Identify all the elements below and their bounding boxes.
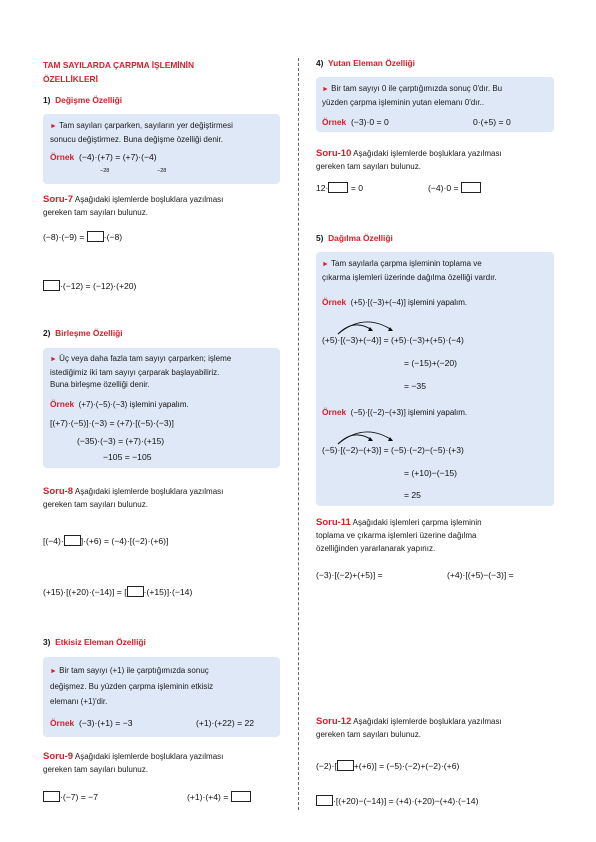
heading-line-1: TAM SAYILARDA ÇARPMA İŞLEMİNİN [43, 60, 195, 70]
math-part: 12· [316, 183, 329, 193]
text-line: değişmez. Bu yüzden çarpma işleminin etkisiz [50, 682, 214, 691]
example-label: Örnek [50, 718, 75, 728]
example-step-2: = (+10)−(−15) [404, 468, 458, 478]
triangle-bullet-icon: ► [322, 261, 329, 268]
triangle-bullet-icon: ► [50, 668, 57, 675]
example-step-2: = (−15)+(−20) [404, 358, 458, 368]
math-part: +(+6)] = (−5)·(−2)+(−2)·(+6) [353, 761, 460, 771]
example-2 [50, 399, 189, 409]
question-10 [316, 147, 502, 173]
example-label: Örnek [50, 152, 75, 162]
answer-blank[interactable] [43, 791, 60, 802]
q10-line-1 [316, 182, 363, 193]
example-expr: (−4)·(+7) = (+7)·(−4) [79, 152, 157, 162]
example-5a [322, 297, 467, 307]
question-label: Soru-10 [316, 148, 352, 159]
example-label: Örnek [322, 297, 347, 307]
question-text: Aşağıdaki işlemlerde boşluklara yazılması [74, 752, 224, 761]
example-step-2: (−35)·(−3) = (+7)·(+15) [77, 436, 165, 446]
section-number: 3) [43, 637, 51, 647]
question-label: Soru-11 [316, 517, 351, 528]
example-step-3: −105 = −105 [103, 452, 152, 462]
example-expr: (−3)·(+1) = −3 [79, 718, 133, 728]
math-part: (−8)·(−9) = [43, 232, 85, 242]
question-text: gereken tam sayıları bulunuz. [43, 500, 148, 509]
example-step-1: (−5)·[(−2)−(+3)] = (−5)·(−2)−(−5)·(+3) [322, 445, 464, 455]
math-part: ·(−12) = (−12)·(+20) [60, 281, 137, 291]
question-text: toplama ve çıkarma işlemleri üzerine dağılma [316, 531, 477, 540]
question-11 [316, 516, 482, 555]
math-part: ·(−7) = −7 [60, 792, 98, 802]
question-text: Aşağıdaki işlemlerde boşluklara yazılması [74, 487, 224, 496]
text-line: Buna birleşme özelliği denir. [50, 380, 150, 389]
math-part: (−4)·0 = [428, 183, 459, 193]
heading-line-2: ÖZELLİKLERİ [43, 74, 98, 84]
triangle-bullet-icon: ► [50, 356, 57, 363]
example-step-1: (+5)·[(−3)+(−4)] = (+5)·(−3)+(+5)·(−4) [322, 335, 464, 345]
example-expr: (−3)·0 = 0 [351, 117, 389, 127]
q10-line-2 [428, 182, 481, 193]
text-line: Bir tam sayıyı 0 ile çarptığımızda sonuç 0'dır. Bu [331, 84, 503, 93]
example-step-3: = 25 [404, 490, 421, 500]
answer-blank[interactable] [231, 791, 251, 802]
answer-blank[interactable] [64, 535, 81, 546]
question-text: Aşağıdaki işlemlerde boşluklara yazılması [353, 717, 502, 726]
question-12 [316, 715, 502, 741]
q8-line-1 [43, 535, 168, 546]
text-line: Bir tam sayıyı (+1) ile çarptığımızda sonuç [59, 666, 209, 675]
text-line: Tam sayıları çarparken, sayıların yer değiştirmesi [59, 121, 233, 130]
example-label: Örnek [50, 399, 75, 409]
text-line: istediğimiz iki tam sayıyı çarparak başlayabiliriz. [50, 367, 220, 377]
answer-blank[interactable] [337, 760, 354, 771]
q9-line-1 [43, 791, 98, 802]
math-part: ·[(+20)−(−14)] = (+4)·(+20)−(+4)·(−14) [333, 796, 479, 806]
question-label: Soru-8 [43, 486, 74, 497]
question-text: Aşağıdaki işlemlerde boşluklara yazılması [353, 149, 502, 158]
underbrace-value: −28 [100, 168, 110, 174]
info-text [50, 353, 231, 392]
text-line: çıkarma işlemleri üzerinde dağılma özelliği vardır. [322, 272, 497, 282]
math-part: ]·(+6) = (−4)·[(−2)·(+6)] [80, 536, 169, 546]
example-step-1: [(+7)·(−5)]·(−3) = (+7)·[(−5)·(−3)] [50, 418, 174, 428]
text-line: sonucu değiştirmez. Buna değişme özelliği denir. [50, 134, 223, 144]
question-label: Soru-9 [43, 751, 74, 762]
question-label: Soru-12 [316, 716, 352, 727]
text-line: Üç veya daha fazla tam sayıyı çarparken; işleme [59, 354, 232, 363]
q9-line-2 [187, 791, 251, 802]
example-4a [322, 117, 389, 127]
example-step-3: = −35 [404, 381, 426, 391]
example-3b: (+1)·(+22) = 22 [196, 718, 255, 728]
q11-line-1: (−3)·[(−2)+(+5)] = [316, 570, 383, 580]
section-title: Değişme Özelliği [55, 95, 123, 105]
text-line: yüzden çarpma işleminin yutan elemanı 0'dır.. [322, 97, 485, 107]
math-part: ·(−8) [103, 232, 123, 242]
q7-line-2 [43, 280, 136, 291]
section-1-title [43, 95, 122, 105]
answer-blank[interactable] [43, 280, 60, 291]
example-expr: (−5)·[(−2)−(+3)] işlemini yapalım. [350, 408, 468, 417]
q12-line-1 [316, 760, 459, 771]
example-5b [322, 407, 467, 417]
page-heading [43, 58, 194, 86]
q7-line-1 [43, 231, 122, 242]
text-line: Tam sayılarla çarpma işleminin toplama ve [331, 259, 482, 268]
info-text [50, 663, 213, 709]
question-text: gereken tam sayıları bulunuz. [43, 208, 148, 217]
question-8 [43, 485, 223, 511]
example-3a [50, 718, 133, 728]
text-line: elemanı (+1)'dir. [50, 697, 108, 706]
section-number: 2) [43, 328, 51, 338]
info-text [50, 120, 233, 146]
question-text: özelliğinden yararlanarak yapınız. [316, 544, 436, 553]
section-3-title [43, 637, 146, 647]
triangle-bullet-icon: ► [50, 123, 57, 130]
example-4b: 0·(+5) = 0 [473, 117, 511, 127]
example-expr: (+7)·(−5)·(−3) işlemini yapalım. [78, 400, 189, 409]
question-text: Aşağıdaki işlemleri çarpma işleminin [352, 518, 482, 527]
section-number: 4) [316, 58, 324, 68]
example-label: Örnek [322, 117, 347, 127]
answer-blank[interactable] [316, 795, 333, 806]
example-expr: (+5)·[(−3)+(−4)] işlemini yapalım. [350, 298, 468, 307]
section-5-title [316, 233, 393, 243]
section-2-title [43, 328, 123, 338]
section-title: Dağılma Özelliği [328, 233, 393, 243]
math-part: [(−4)· [43, 536, 64, 546]
answer-blank[interactable] [127, 586, 144, 597]
section-number: 1) [43, 95, 51, 105]
math-part: (−2)·[ [316, 761, 337, 771]
section-title: Birleşme Özelliği [55, 328, 123, 338]
underbrace-value: −28 [157, 168, 167, 174]
question-text: gereken tam sayıları bulunuz. [43, 765, 148, 774]
q11-line-2: (+4)·[(+5)−(−3)] = [447, 570, 514, 580]
question-text: Aşağıdaki işlemlerde boşluklara yazılması [74, 195, 224, 204]
triangle-bullet-icon: ► [322, 86, 329, 93]
section-number: 5) [316, 233, 324, 243]
math-part: ·(+15)]·(−14) [143, 587, 193, 597]
answer-blank[interactable] [461, 182, 481, 193]
section-title: Yutan Eleman Özelliği [327, 58, 415, 68]
section-4-title [316, 58, 415, 68]
answer-blank[interactable] [328, 182, 348, 193]
question-label: Soru-7 [43, 194, 74, 205]
q12-line-2 [316, 795, 478, 806]
example-1 [50, 152, 157, 162]
info-text [322, 258, 497, 284]
section-title: Etkisiz Eleman Özelliği [55, 637, 146, 647]
info-text [322, 83, 502, 109]
question-7 [43, 193, 223, 219]
question-text: gereken tam sayıları bulunuz. [316, 162, 421, 171]
question-text: gereken tam sayıları bulunuz. [316, 730, 421, 739]
math-part: (+1)·(+4) = [187, 792, 229, 802]
q8-line-2 [43, 586, 192, 597]
example-label: Örnek [322, 407, 347, 417]
math-part: = 0 [350, 183, 363, 193]
question-9 [43, 750, 223, 776]
math-part: (+15)·[(+20)·(−14)] = [ [43, 587, 127, 597]
answer-blank[interactable] [87, 231, 104, 242]
column-divider [298, 58, 299, 810]
